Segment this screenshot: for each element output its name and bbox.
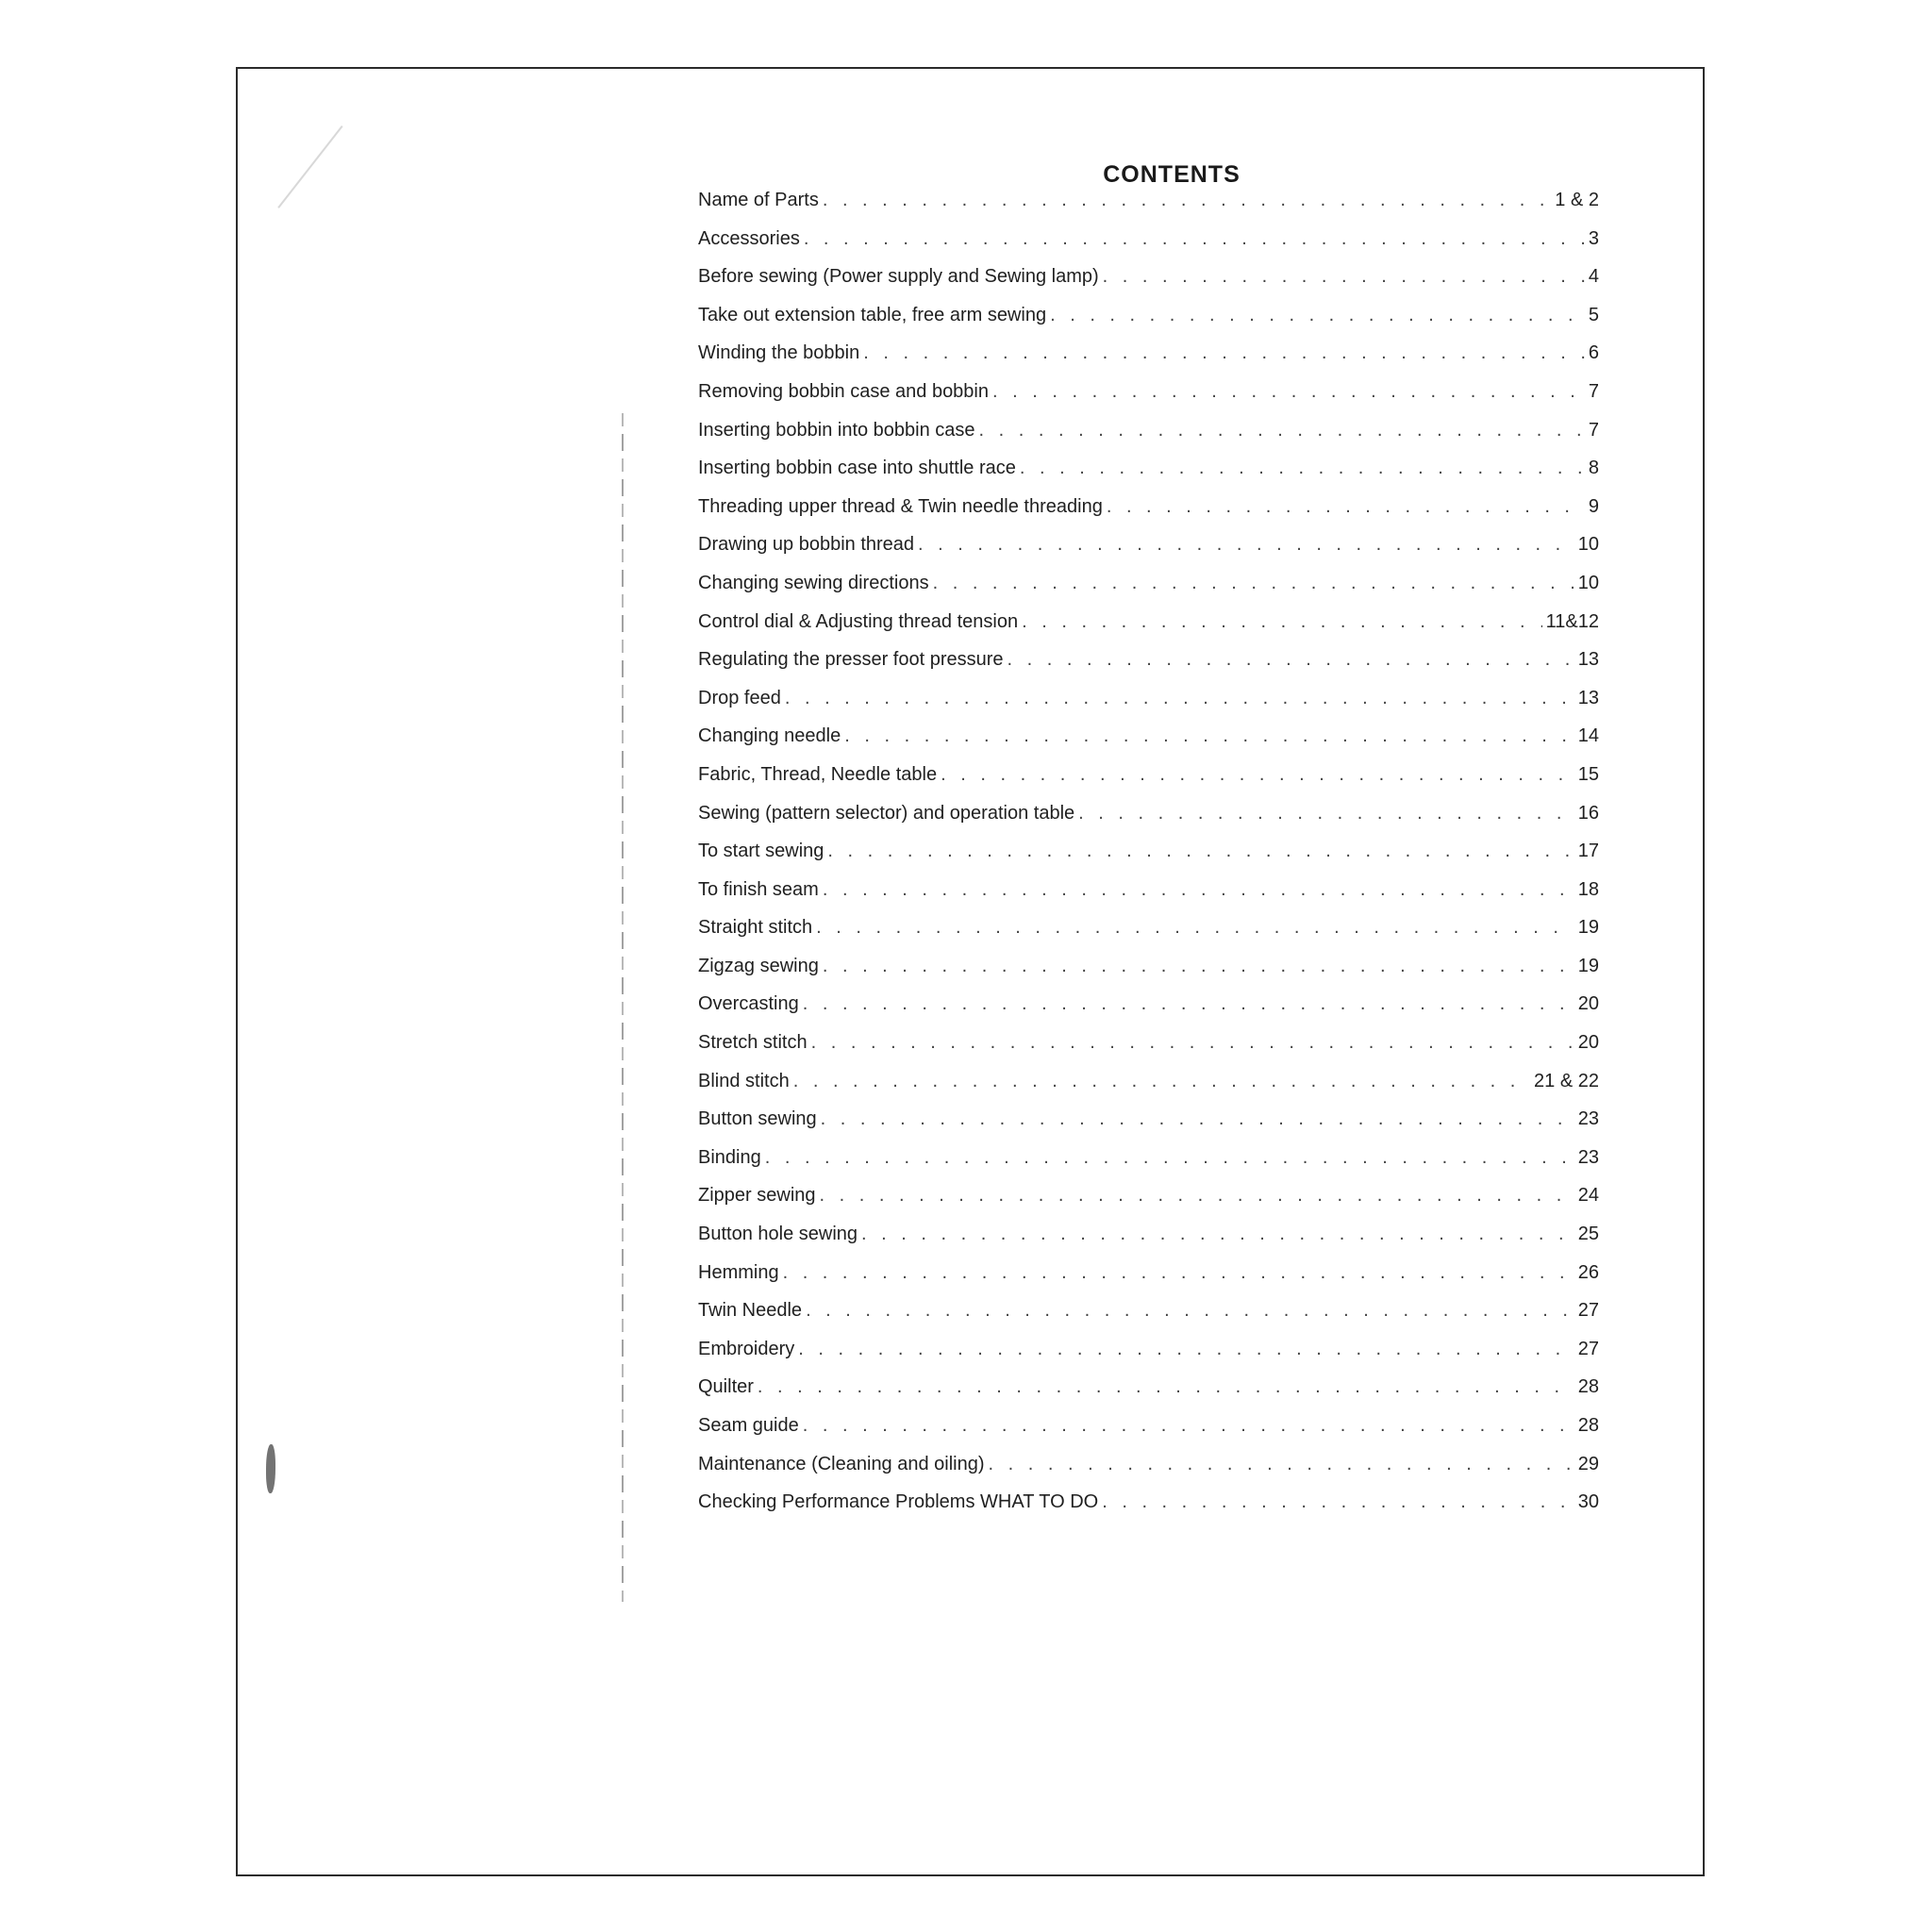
toc-entry-label: Drawing up bobbin thread [698,534,915,556]
toc-entry-label: Take out extension table, free arm sewing [698,304,1047,325]
toc-entry-label: Zipper sewing [698,1185,816,1207]
toc-leader-dots [1102,1491,1574,1513]
toc-leader-dots [804,228,1585,250]
toc-entry [698,1376,1599,1415]
toc-entry [698,1108,1599,1147]
toc-leader-dots [765,1147,1574,1169]
toc-entry-label: Changing needle [698,725,841,747]
toc-entry-page: 6 [1588,342,1599,364]
toc-entry [698,649,1599,688]
toc-leader-dots [811,1032,1574,1054]
toc-entry-page: 19 [1577,917,1599,939]
toc-leader-dots [823,879,1574,901]
toc-entry-label: Winding the bobbin [698,342,860,364]
toc-leader-dots [793,1071,1530,1092]
toc-entry [698,305,1599,343]
toc-entry-label: Stretch stitch [698,1032,808,1054]
toc-entry-page: 24 [1577,1185,1599,1207]
toc-entry-label: Embroidery [698,1338,795,1359]
toc-leader-dots [979,420,1585,441]
toc-entry-label: Inserting bobbin into bobbin case [698,419,975,441]
toc-entry [698,342,1599,381]
toc-entry-label: Changing sewing directions [698,572,929,593]
toc-entry [698,190,1599,228]
toc-entry-label: Regulating the presser foot pressure [698,649,1004,671]
toc-entry-label: Twin Needle [698,1300,803,1322]
toc-entry [698,573,1599,611]
toc-leader-dots [820,1185,1574,1207]
toc-entry [698,1262,1599,1301]
toc-entry-page: 10 [1577,572,1599,593]
toc-entry-page: 16 [1577,802,1599,824]
toc-entry [698,1071,1599,1109]
toc-entry-page: 18 [1577,878,1599,900]
toc-entry-page: 9 [1588,495,1599,517]
page-title-text: CONTENTS [1103,161,1241,188]
toc-entry-page: 5 [1588,304,1599,325]
toc-leader-dots [918,534,1574,556]
toc-leader-dots [1022,611,1542,633]
toc-entry [698,725,1599,764]
toc-entry [698,266,1599,305]
toc-entry-label: Accessories [698,227,800,249]
toc-entry [698,803,1599,841]
toc-entry-page: 27 [1577,1338,1599,1359]
toc-entry [698,1300,1599,1339]
toc-entry-label: Hemming [698,1261,779,1283]
table-of-contents [698,190,1599,1530]
toc-entry [698,764,1599,803]
toc-entry-page: 28 [1577,1376,1599,1398]
toc-entry-page: 20 [1577,993,1599,1015]
toc-entry-label: Removing bobbin case and bobbin [698,380,989,402]
toc-entry-label: Maintenance (Cleaning and oiling) [698,1453,985,1474]
toc-entry-label: Inserting bobbin case into shuttle race [698,458,1016,479]
toc-entry-label: Before sewing (Power supply and Sewing lamp) [698,266,1099,288]
toc-entry-label: Quilter [698,1376,754,1398]
toc-leader-dots [941,764,1574,786]
toc-leader-dots [992,381,1585,403]
toc-entry [698,611,1599,650]
toc-entry-label: Checking Performance Problems WHAT TO DO [698,1491,1099,1513]
toc-entry-page: 28 [1577,1415,1599,1436]
toc-entry [698,993,1599,1032]
toc-entry-page: 25 [1577,1224,1599,1245]
toc-entry-page: 13 [1577,687,1599,708]
toc-entry-label: Seam guide [698,1415,799,1436]
toc-entry-label: Threading upper thread & Twin needle threading [698,495,1103,517]
toc-entry-page: 23 [1577,1108,1599,1130]
toc-leader-dots [1103,266,1585,288]
page-title [238,161,1653,189]
toc-entry-label: Binding [698,1146,761,1168]
toc-entry-label: Drop feed [698,687,781,708]
toc-leader-dots [1050,305,1585,326]
ink-smudge [266,1444,275,1493]
toc-entry-label: To finish seam [698,878,819,900]
toc-entry-page: 23 [1577,1146,1599,1168]
toc-entry [698,1032,1599,1071]
toc-entry-label: Blind stitch [698,1070,790,1091]
toc-entry [698,1185,1599,1224]
toc-leader-dots [1008,649,1574,671]
toc-entry-page: 19 [1577,955,1599,976]
toc-leader-dots [989,1454,1574,1475]
toc-entry-page: 14 [1577,725,1599,747]
toc-entry-page: 17 [1577,841,1599,862]
toc-leader-dots [783,1262,1574,1284]
toc-entry-page: 27 [1577,1300,1599,1322]
toc-entry [698,879,1599,918]
toc-leader-dots [933,573,1574,594]
toc-entry-page: 10 [1577,534,1599,556]
toc-entry [698,917,1599,956]
toc-leader-dots [823,190,1551,211]
toc-entry-label: To start sewing [698,841,824,862]
toc-entry-label: Sewing (pattern selector) and operation table [698,802,1075,824]
toc-entry [698,1454,1599,1492]
toc-entry-page: 11&12 [1545,610,1599,632]
toc-leader-dots [816,917,1574,939]
toc-entry [698,956,1599,994]
toc-entry [698,534,1599,573]
toc-entry [698,1147,1599,1186]
toc-leader-dots [758,1376,1574,1398]
toc-entry-page: 21 & 22 [1534,1070,1599,1091]
toc-leader-dots [823,956,1574,977]
toc-entry-page: 26 [1577,1261,1599,1283]
toc-entry [698,420,1599,458]
toc-entry [698,1415,1599,1454]
toc-entry-page: 30 [1577,1491,1599,1513]
toc-leader-dots [821,1108,1574,1130]
toc-entry-page: 15 [1577,763,1599,785]
toc-leader-dots [1020,458,1585,479]
toc-entry [698,841,1599,879]
toc-entry [698,496,1599,535]
toc-leader-dots [803,1415,1574,1437]
toc-entry [698,458,1599,496]
toc-entry-page: 3 [1588,227,1599,249]
toc-entry-label: Straight stitch [698,917,813,939]
toc-leader-dots [803,993,1574,1015]
toc-leader-dots [844,725,1574,747]
toc-entry-page: 4 [1588,266,1599,288]
toc-leader-dots [1107,496,1585,518]
toc-entry-page: 29 [1577,1453,1599,1474]
toc-leader-dots [863,342,1585,364]
toc-entry-label: Button sewing [698,1108,817,1130]
toc-entry-page: 20 [1577,1032,1599,1054]
toc-leader-dots [785,688,1574,709]
toc-entry-label: Control dial & Adjusting thread tension [698,610,1019,632]
toc-leader-dots [861,1224,1574,1245]
toc-entry [698,1339,1599,1377]
toc-entry-label: Button hole sewing [698,1224,858,1245]
toc-entry [698,688,1599,726]
toc-entry-label: Zigzag sewing [698,955,819,976]
toc-leader-dots [1078,803,1574,824]
toc-entry [698,381,1599,420]
toc-entry-page: 7 [1588,419,1599,441]
toc-leader-dots [827,841,1574,862]
toc-entry [698,1224,1599,1262]
toc-entry-label: Overcasting [698,993,799,1015]
toc-entry [698,1491,1599,1530]
toc-entry-page: 7 [1588,380,1599,402]
toc-entry-page: 13 [1577,649,1599,671]
toc-entry-page: 1 & 2 [1555,190,1599,210]
toc-leader-dots [798,1339,1574,1360]
toc-entry [698,228,1599,267]
toc-leader-dots [806,1300,1574,1322]
fold-line [622,413,624,1602]
toc-entry-label: Fabric, Thread, Needle table [698,763,938,785]
toc-entry-label: Name of Parts [698,190,819,210]
toc-entry-page: 8 [1588,458,1599,479]
document-page [236,67,1705,1876]
